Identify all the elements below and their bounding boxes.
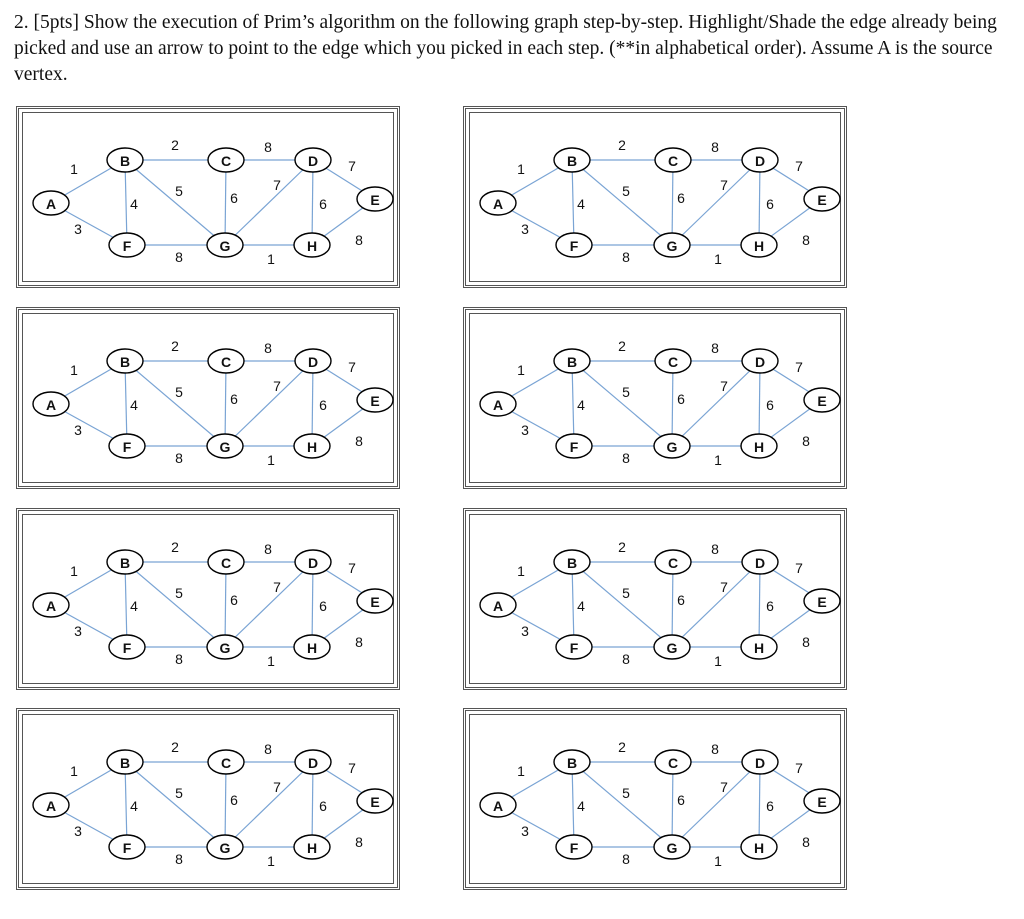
- node-label: B: [119, 755, 131, 771]
- edge-weight-B-F: 4: [577, 196, 585, 212]
- edge-D-G: [672, 160, 760, 245]
- edge-weight-D-H: 6: [319, 196, 327, 212]
- edge-weight-D-G: 7: [273, 579, 281, 595]
- node-label: H: [306, 840, 318, 856]
- edge-weight-B-C: 2: [171, 739, 179, 755]
- node-label: D: [754, 555, 766, 571]
- node-label: E: [370, 794, 380, 810]
- edge-weight-B-G: 5: [175, 585, 183, 601]
- node-label: H: [306, 238, 318, 254]
- node-A: [33, 793, 69, 817]
- graph-panel-7: [16, 708, 400, 890]
- node-label: H: [753, 238, 765, 254]
- node-label: H: [753, 439, 765, 455]
- edge-weight-B-F: 4: [577, 397, 585, 413]
- node-label: D: [307, 354, 319, 370]
- node-label: D: [307, 153, 319, 169]
- node-label: D: [307, 555, 319, 571]
- edge-weight-D-H: 6: [319, 598, 327, 614]
- node-A: [480, 191, 516, 215]
- edge-weight-D-E: 7: [348, 158, 356, 174]
- edge-weight-H-E: 8: [802, 433, 810, 449]
- edge-weight-D-E: 7: [348, 359, 356, 375]
- graph-svg: [466, 711, 844, 887]
- node-H: [741, 635, 777, 659]
- graph-svg: [466, 511, 844, 687]
- node-label: A: [492, 196, 504, 212]
- node-G: [654, 434, 690, 458]
- edge-B-F: [572, 562, 574, 647]
- edge-weight-G-H: 1: [714, 251, 722, 267]
- node-F: [109, 434, 145, 458]
- edge-weight-G-H: 1: [714, 452, 722, 468]
- edge-weight-F-G: 8: [175, 851, 183, 867]
- node-label: F: [122, 439, 132, 455]
- node-label: F: [569, 840, 579, 856]
- edge-D-G: [672, 562, 760, 647]
- node-G: [207, 835, 243, 859]
- node-label: B: [566, 755, 578, 771]
- edge-D-H: [759, 361, 760, 446]
- edge-weight-F-G: 8: [622, 851, 630, 867]
- edge-weight-H-E: 8: [802, 634, 810, 650]
- node-label: C: [667, 354, 679, 370]
- edge-weight-A-F: 3: [74, 823, 82, 839]
- node-label: B: [119, 354, 131, 370]
- edge-weight-C-D: 8: [264, 741, 272, 757]
- edge-weight-B-G: 5: [622, 585, 630, 601]
- edge-weight-A-F: 3: [74, 623, 82, 639]
- edge-weight-A-F: 3: [521, 422, 529, 438]
- edge-weight-H-E: 8: [802, 232, 810, 248]
- edge-weight-F-G: 8: [622, 651, 630, 667]
- edge-weight-B-G: 5: [622, 183, 630, 199]
- node-label: A: [492, 598, 504, 614]
- edge-B-G: [125, 562, 225, 647]
- node-B: [554, 750, 590, 774]
- node-D: [295, 148, 331, 172]
- node-label: H: [306, 640, 318, 656]
- edge-D-G: [225, 762, 313, 847]
- edge-weight-D-G: 7: [720, 579, 728, 595]
- edge-weight-B-F: 4: [130, 196, 138, 212]
- node-F: [109, 835, 145, 859]
- node-B: [107, 550, 143, 574]
- edge-weight-D-G: 7: [720, 177, 728, 193]
- node-label: C: [667, 755, 679, 771]
- node-C: [208, 349, 244, 373]
- node-label: B: [566, 555, 578, 571]
- node-E: [357, 187, 393, 211]
- edge-weight-B-G: 5: [175, 183, 183, 199]
- edge-weight-H-E: 8: [355, 834, 363, 850]
- node-label: E: [370, 594, 380, 610]
- node-label: G: [666, 238, 678, 254]
- edge-weight-C-G: 6: [230, 592, 238, 608]
- edge-weight-D-E: 7: [795, 158, 803, 174]
- edge-weight-F-G: 8: [175, 249, 183, 265]
- edge-weight-D-E: 7: [795, 560, 803, 576]
- node-G: [207, 635, 243, 659]
- node-G: [654, 233, 690, 257]
- edge-weight-B-G: 5: [175, 785, 183, 801]
- edge-weight-F-G: 8: [175, 651, 183, 667]
- edge-B-G: [125, 361, 225, 446]
- edge-weight-C-D: 8: [264, 340, 272, 356]
- node-E: [357, 789, 393, 813]
- node-label: C: [220, 755, 232, 771]
- edge-weight-A-F: 3: [74, 221, 82, 237]
- node-C: [655, 349, 691, 373]
- edge-weight-C-D: 8: [711, 340, 719, 356]
- edge-B-G: [572, 160, 672, 245]
- edge-D-H: [759, 562, 760, 647]
- edge-weight-A-B: 1: [517, 161, 525, 177]
- edge-B-F: [125, 562, 127, 647]
- node-label: B: [119, 555, 131, 571]
- edge-weight-H-E: 8: [802, 834, 810, 850]
- node-F: [556, 635, 592, 659]
- edge-weight-A-B: 1: [70, 563, 78, 579]
- graph-svg: [19, 711, 397, 887]
- node-F: [556, 835, 592, 859]
- node-label: H: [753, 640, 765, 656]
- node-E: [804, 388, 840, 412]
- graph-svg: [19, 511, 397, 687]
- edge-weight-B-F: 4: [577, 598, 585, 614]
- node-A: [33, 191, 69, 215]
- node-C: [655, 550, 691, 574]
- node-A: [33, 593, 69, 617]
- edge-weight-A-F: 3: [521, 823, 529, 839]
- node-E: [357, 589, 393, 613]
- edge-weight-C-G: 6: [677, 592, 685, 608]
- edge-weight-D-G: 7: [720, 378, 728, 394]
- node-label: G: [666, 840, 678, 856]
- node-label: E: [817, 393, 827, 409]
- node-H: [294, 835, 330, 859]
- node-label: G: [666, 439, 678, 455]
- question-text: 2. [5pts] Show the execution of Prim’s algorithm on the following graph step-by-step. Highlight/Shade the edge already being picked and use an arrow to point to the edge which you picked in each step. (**in alphabetical order). Assume A is the source vertex.: [14, 12, 997, 85]
- edge-C-G: [225, 160, 226, 245]
- edge-weight-C-D: 8: [711, 139, 719, 155]
- node-F: [556, 233, 592, 257]
- edge-weight-A-F: 3: [521, 221, 529, 237]
- edge-D-G: [672, 762, 760, 847]
- node-D: [295, 750, 331, 774]
- edge-weight-F-G: 8: [622, 450, 630, 466]
- node-label: C: [667, 153, 679, 169]
- node-B: [107, 148, 143, 172]
- edge-B-G: [125, 762, 225, 847]
- node-E: [357, 388, 393, 412]
- graph-panel-3: [16, 307, 400, 489]
- edge-D-H: [312, 762, 313, 847]
- edge-C-G: [672, 562, 673, 647]
- edge-weight-B-G: 5: [175, 384, 183, 400]
- edge-weight-C-G: 6: [677, 190, 685, 206]
- edge-C-G: [672, 361, 673, 446]
- edge-weight-D-G: 7: [273, 779, 281, 795]
- node-label: F: [569, 439, 579, 455]
- edge-B-F: [125, 762, 127, 847]
- node-F: [109, 233, 145, 257]
- node-B: [554, 148, 590, 172]
- node-F: [109, 635, 145, 659]
- node-G: [654, 635, 690, 659]
- node-E: [804, 187, 840, 211]
- edge-weight-D-H: 6: [766, 397, 774, 413]
- node-label: B: [566, 354, 578, 370]
- node-label: D: [754, 755, 766, 771]
- edge-weight-C-G: 6: [230, 190, 238, 206]
- node-A: [480, 392, 516, 416]
- edge-weight-C-G: 6: [230, 391, 238, 407]
- node-label: F: [122, 238, 132, 254]
- edge-B-G: [572, 762, 672, 847]
- edge-weight-H-E: 8: [355, 232, 363, 248]
- edge-weight-C-D: 8: [711, 541, 719, 557]
- node-label: A: [492, 798, 504, 814]
- node-label: C: [220, 555, 232, 571]
- node-label: G: [219, 640, 231, 656]
- edge-C-G: [672, 160, 673, 245]
- node-A: [480, 793, 516, 817]
- node-A: [33, 392, 69, 416]
- graph-panel-5: [16, 508, 400, 690]
- node-C: [655, 750, 691, 774]
- node-label: H: [753, 840, 765, 856]
- edge-weight-B-F: 4: [577, 798, 585, 814]
- node-label: A: [45, 196, 57, 212]
- node-H: [294, 635, 330, 659]
- edge-weight-B-C: 2: [618, 539, 626, 555]
- graph-panel-2: [463, 106, 847, 288]
- edge-weight-C-D: 8: [711, 741, 719, 757]
- node-label: E: [817, 594, 827, 610]
- edge-weight-F-G: 8: [175, 450, 183, 466]
- edge-weight-D-E: 7: [348, 760, 356, 776]
- edge-B-G: [572, 562, 672, 647]
- node-E: [804, 589, 840, 613]
- node-H: [294, 434, 330, 458]
- edge-weight-D-H: 6: [319, 798, 327, 814]
- node-label: A: [45, 397, 57, 413]
- edge-B-F: [572, 762, 574, 847]
- node-label: C: [667, 555, 679, 571]
- edge-weight-C-G: 6: [230, 792, 238, 808]
- edge-weight-D-E: 7: [348, 560, 356, 576]
- node-label: D: [307, 755, 319, 771]
- edge-weight-B-F: 4: [130, 798, 138, 814]
- edge-B-F: [125, 361, 127, 446]
- node-label: B: [566, 153, 578, 169]
- edge-D-H: [759, 160, 760, 245]
- node-label: G: [666, 640, 678, 656]
- node-B: [107, 349, 143, 373]
- edge-weight-A-B: 1: [70, 763, 78, 779]
- edge-weight-A-B: 1: [70, 362, 78, 378]
- edge-D-H: [759, 762, 760, 847]
- node-label: H: [306, 439, 318, 455]
- node-D: [742, 349, 778, 373]
- edge-weight-A-F: 3: [74, 422, 82, 438]
- node-label: F: [122, 840, 132, 856]
- node-label: E: [370, 393, 380, 409]
- graph-panel-1: [16, 106, 400, 288]
- node-C: [208, 750, 244, 774]
- edge-B-G: [572, 361, 672, 446]
- edge-weight-A-B: 1: [70, 161, 78, 177]
- node-label: G: [219, 439, 231, 455]
- edge-weight-G-H: 1: [267, 653, 275, 669]
- edge-D-H: [312, 562, 313, 647]
- edge-weight-B-C: 2: [171, 539, 179, 555]
- graph-svg: [466, 310, 844, 486]
- node-D: [742, 750, 778, 774]
- node-G: [654, 835, 690, 859]
- edge-D-G: [225, 562, 313, 647]
- edge-weight-G-H: 1: [714, 653, 722, 669]
- node-B: [107, 750, 143, 774]
- edge-weight-D-E: 7: [795, 760, 803, 776]
- node-C: [655, 148, 691, 172]
- node-label: E: [817, 794, 827, 810]
- edge-D-H: [312, 160, 313, 245]
- edge-weight-H-E: 8: [355, 433, 363, 449]
- graph-panel-6: [463, 508, 847, 690]
- edge-weight-G-H: 1: [267, 251, 275, 267]
- node-C: [208, 148, 244, 172]
- edge-weight-B-C: 2: [171, 338, 179, 354]
- edge-C-G: [225, 361, 226, 446]
- edge-weight-B-C: 2: [618, 338, 626, 354]
- edge-weight-A-B: 1: [517, 563, 525, 579]
- edge-weight-H-E: 8: [355, 634, 363, 650]
- edge-weight-G-H: 1: [267, 452, 275, 468]
- node-H: [741, 434, 777, 458]
- edge-B-F: [572, 361, 574, 446]
- node-A: [480, 593, 516, 617]
- node-D: [295, 550, 331, 574]
- node-label: E: [817, 192, 827, 208]
- edge-B-F: [572, 160, 574, 245]
- edge-weight-G-H: 1: [267, 853, 275, 869]
- edge-weight-B-F: 4: [130, 397, 138, 413]
- edge-D-G: [225, 361, 313, 446]
- node-B: [554, 550, 590, 574]
- node-label: D: [754, 153, 766, 169]
- edge-weight-A-B: 1: [517, 763, 525, 779]
- edge-weight-B-C: 2: [171, 137, 179, 153]
- edge-weight-D-E: 7: [795, 359, 803, 375]
- edge-weight-D-G: 7: [273, 177, 281, 193]
- node-H: [741, 835, 777, 859]
- edge-weight-F-G: 8: [622, 249, 630, 265]
- edge-C-G: [225, 562, 226, 647]
- node-B: [554, 349, 590, 373]
- node-label: A: [492, 397, 504, 413]
- edge-weight-D-H: 6: [766, 196, 774, 212]
- node-G: [207, 434, 243, 458]
- edge-weight-D-G: 7: [273, 378, 281, 394]
- node-E: [804, 789, 840, 813]
- edge-weight-C-G: 6: [677, 792, 685, 808]
- edge-weight-A-B: 1: [517, 362, 525, 378]
- edge-weight-B-C: 2: [618, 137, 626, 153]
- graph-svg: [19, 109, 397, 285]
- node-G: [207, 233, 243, 257]
- node-C: [208, 550, 244, 574]
- node-label: C: [220, 354, 232, 370]
- node-label: A: [45, 598, 57, 614]
- edge-weight-D-H: 6: [319, 397, 327, 413]
- edge-weight-B-C: 2: [618, 739, 626, 755]
- node-label: G: [219, 840, 231, 856]
- node-D: [742, 550, 778, 574]
- edge-B-F: [125, 160, 127, 245]
- edge-D-G: [672, 361, 760, 446]
- edge-weight-A-F: 3: [521, 623, 529, 639]
- edge-weight-C-D: 8: [264, 541, 272, 557]
- edge-weight-D-H: 6: [766, 798, 774, 814]
- node-label: G: [219, 238, 231, 254]
- edge-weight-B-G: 5: [622, 384, 630, 400]
- graph-svg: [466, 109, 844, 285]
- edge-weight-B-G: 5: [622, 785, 630, 801]
- edge-weight-D-H: 6: [766, 598, 774, 614]
- node-label: E: [370, 192, 380, 208]
- edge-D-H: [312, 361, 313, 446]
- edge-weight-B-F: 4: [130, 598, 138, 614]
- edge-weight-D-G: 7: [720, 779, 728, 795]
- node-F: [556, 434, 592, 458]
- node-label: B: [119, 153, 131, 169]
- node-H: [741, 233, 777, 257]
- node-H: [294, 233, 330, 257]
- graph-panel-8: [463, 708, 847, 890]
- graph-svg: [19, 310, 397, 486]
- edge-weight-G-H: 1: [714, 853, 722, 869]
- node-label: A: [45, 798, 57, 814]
- node-D: [742, 148, 778, 172]
- node-label: F: [569, 238, 579, 254]
- graph-panel-4: [463, 307, 847, 489]
- node-label: C: [220, 153, 232, 169]
- edge-D-G: [225, 160, 313, 245]
- edge-C-G: [225, 762, 226, 847]
- edge-weight-C-D: 8: [264, 139, 272, 155]
- edge-B-G: [125, 160, 225, 245]
- node-D: [295, 349, 331, 373]
- edge-weight-C-G: 6: [677, 391, 685, 407]
- node-label: D: [754, 354, 766, 370]
- node-label: F: [569, 640, 579, 656]
- edge-C-G: [672, 762, 673, 847]
- node-label: F: [122, 640, 132, 656]
